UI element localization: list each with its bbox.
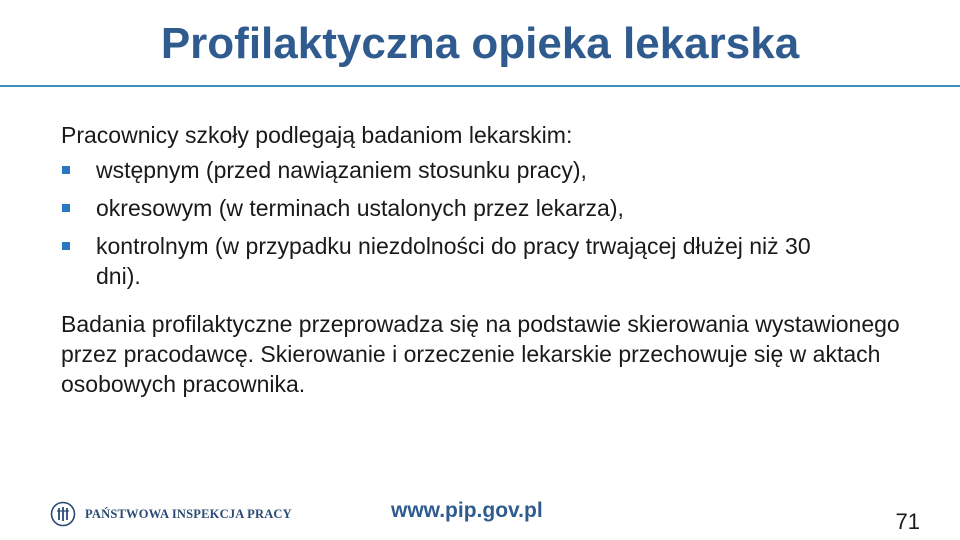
closing-paragraph: Badania profilaktyczne przeprowadza się na podstawie skierowania wystawionego przez pracodawcę. Skierowanie i orzeczenie lekarskie przechowuje się w aktach osobowych pracownika. [61, 311, 900, 397]
pip-emblem-icon [50, 501, 76, 527]
list-item [61, 231, 901, 291]
website-link[interactable]: www.pip.gov.pl [391, 499, 543, 522]
exam-types-list [61, 155, 901, 291]
list-item [61, 155, 901, 185]
list-item [61, 193, 901, 223]
pip-logo [50, 500, 292, 528]
list-item-text: okresowym (w terminach ustalonych przez lekarza), [96, 195, 624, 221]
logo-text: PAŃSTWOWA INSPEKCJA PRACY [85, 506, 292, 521]
slide-body [61, 120, 901, 399]
square-bullet-icon [62, 242, 70, 250]
square-bullet-icon [62, 204, 70, 212]
list-item-text: wstępnym (przed nawiązaniem stosunku pracy), [96, 157, 587, 183]
title-divider [0, 85, 960, 87]
slide-title: Profilaktyczna opieka lekarska [160, 19, 800, 68]
page-number: 71 [895, 509, 920, 534]
list-item-text: kontrolnym (w przypadku niezdolności do pracy trwającej dłużej niż 30 dni). [96, 233, 811, 289]
intro-text: Pracownicy szkoły podlegają badaniom lekarskim: [61, 122, 573, 148]
square-bullet-icon [62, 166, 70, 174]
